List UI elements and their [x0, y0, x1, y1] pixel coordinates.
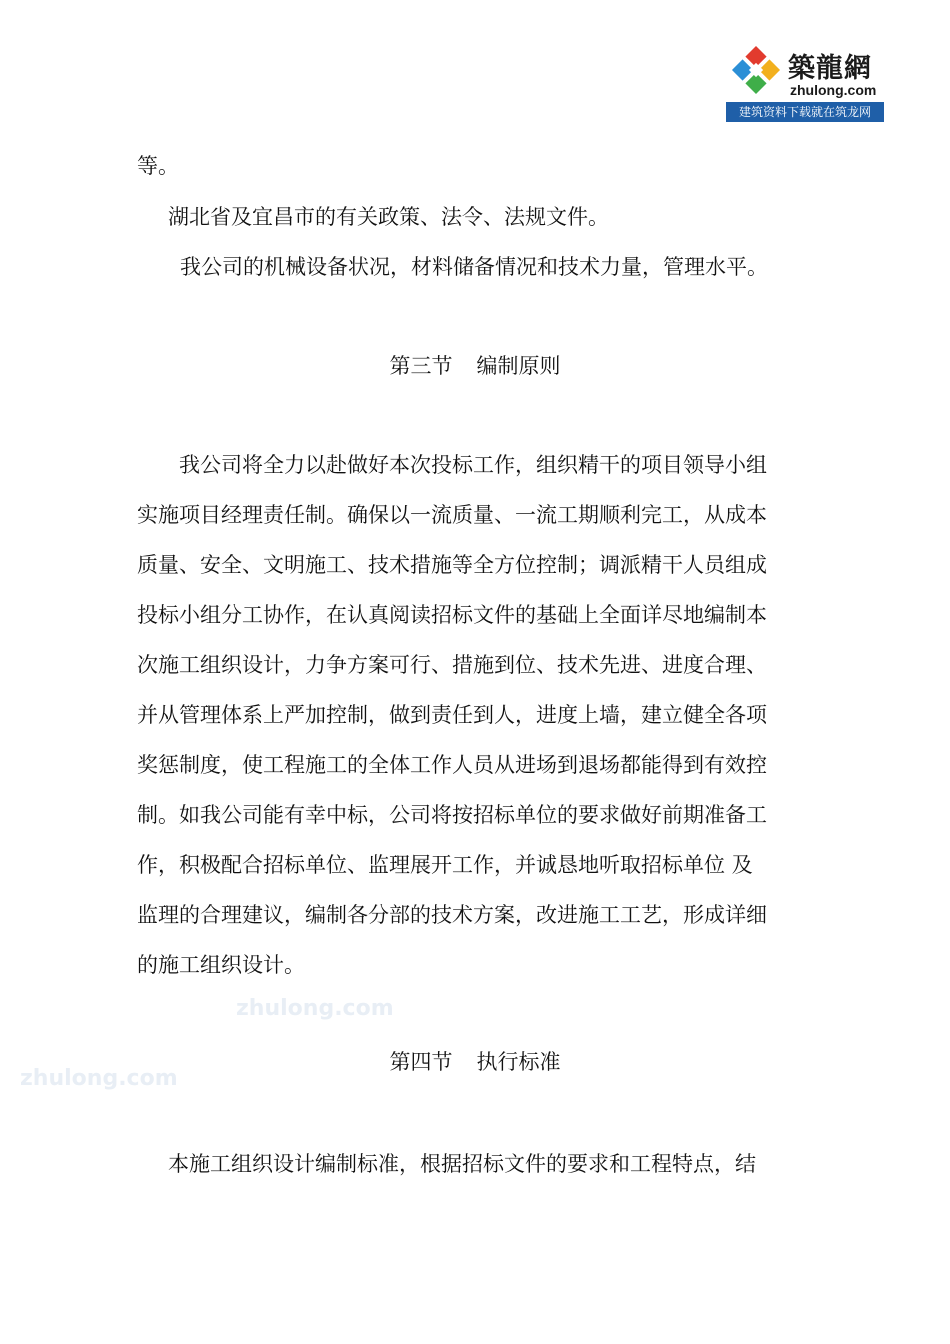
- section-heading-3: [0, 350, 950, 380]
- text-line-standards: 本施工组织设计编制标准，根据招标文件的要求和工程特点，结: [168, 1152, 756, 1176]
- text-line-regulations: 湖北省及宜昌市的有关政策、法令、法规文件。: [168, 205, 609, 229]
- paragraph-line: 实施项目经理责任制。确保以一流质量、一流工期顺利完工，从成本: [137, 503, 767, 527]
- paragraph-line: 次施工组织设计，力争方案可行、措施到位、技术先进、进度合理、: [137, 653, 767, 677]
- paragraph-line: 的施工组织设计。: [137, 953, 305, 977]
- section-3-number: 第三节: [389, 354, 453, 378]
- section-4-number: 第四节: [389, 1050, 453, 1074]
- zhulong-diamond-logo-icon: [728, 42, 784, 98]
- text-line-company-capacity: 我公司的机械设备状况，材料储备情况和技术力量，管理水平。: [180, 255, 768, 279]
- watermark-zhulong: zhulong.com: [236, 996, 394, 1021]
- paragraph-line: 作，积极配合招标单位、监理展开工作，并诚恳地听取招标单位 及: [137, 853, 753, 877]
- paragraph-line: 监理的合理建议，编制各分部的技术方案，改进施工工艺，形成详细: [137, 903, 767, 927]
- logo-name-en: zhulong.com: [790, 82, 877, 98]
- logo-name-cn: 築龍網: [788, 53, 872, 84]
- watermark-zhulong: zhulong.com: [20, 1066, 178, 1091]
- section-3-paragraph: [137, 440, 817, 990]
- paragraph-line: 并从管理体系上严加控制，做到责任到人，进度上墙，建立健全各项: [137, 703, 767, 727]
- logo-slogan-banner: 建筑资料下载就在筑龙网: [726, 102, 884, 122]
- paragraph-line: 投标小组分工协作，在认真阅读招标文件的基础上全面详尽地编制本: [137, 603, 767, 627]
- paragraph-line: 质量、安全、文明施工、技术措施等全方位控制；调派精干人员组成: [137, 553, 767, 577]
- paragraph-line: 制。如我公司能有幸中标，公司将按招标单位的要求做好前期准备工: [137, 803, 767, 827]
- section-4-title: 执行标准: [476, 1050, 561, 1074]
- text-line-continuation: 等。: [137, 154, 179, 178]
- section-3-title: 编制原则: [476, 354, 561, 378]
- paragraph-line: 奖惩制度，使工程施工的全体工作人员从进场到退场都能得到有效控: [137, 753, 767, 777]
- paragraph-line: 我公司将全力以赴做好本次投标工作，组织精干的项目领导小组: [137, 453, 767, 477]
- zhulong-logo: [726, 40, 884, 122]
- section-heading-4: [0, 1046, 950, 1076]
